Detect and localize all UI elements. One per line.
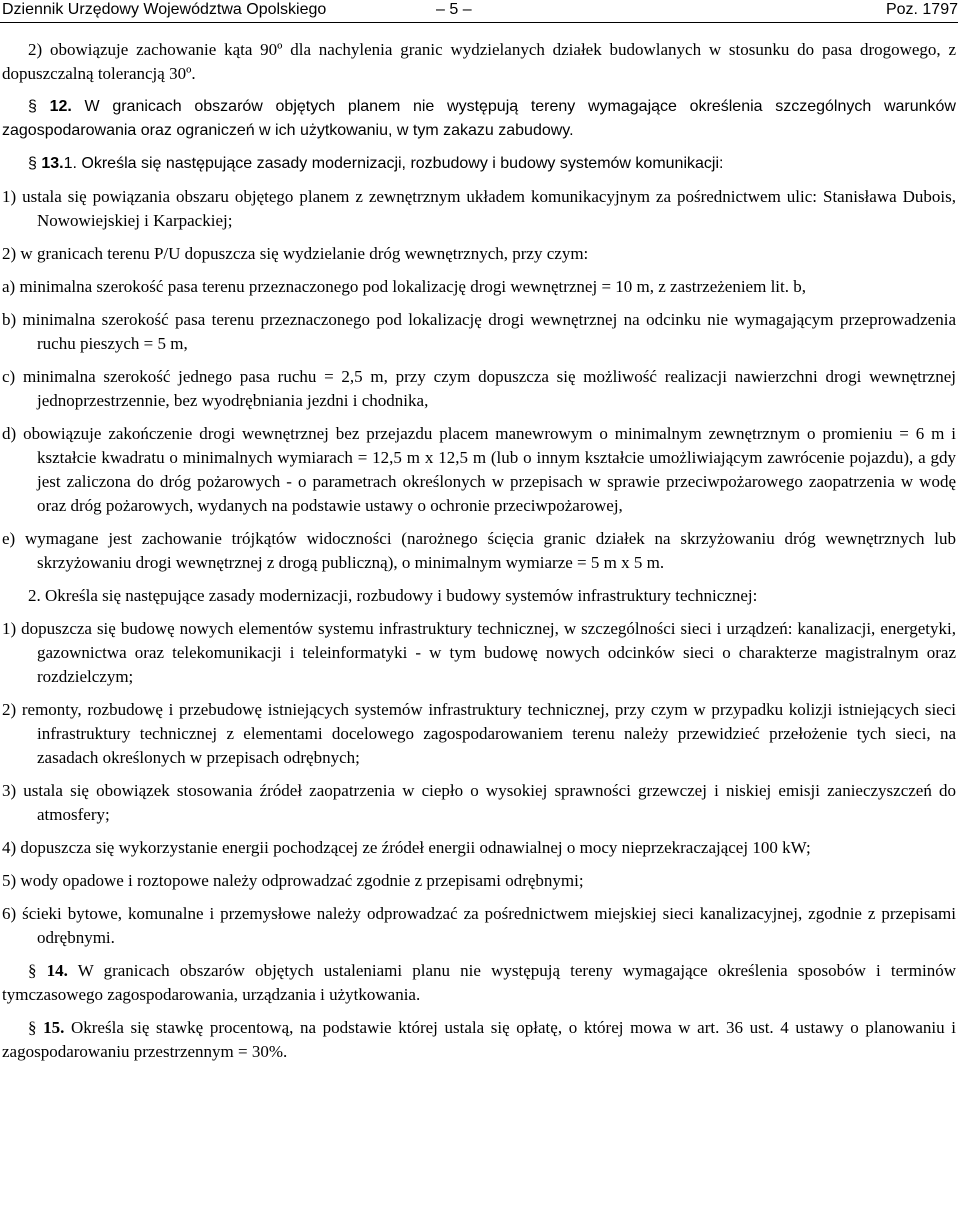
- section-number-15: 15.: [43, 1018, 65, 1037]
- document-body: [2, 38, 956, 1073]
- section-number-14: 14.: [46, 961, 68, 980]
- section-number-12: 12.: [49, 98, 72, 115]
- list-item: 1) dopuszcza się budowę nowych elementów systemu infrastruktury technicznej, w szczególności sieci i urządzeń: kanalizacji, energetyki, gazownictwa oraz telekomunikacji i teleinformatyki - w tym budowę nowych odcinków sieci o charakterze magistralnym oraz rozdzielczym;: [2, 619, 956, 686]
- list-item: e) wymagane jest zachowanie trójkątów widoczności (narożnego ścięcia granic działek na skrzyżowaniu dróg wewnętrznych lub skrzyżowaniu drogi wewnętrznej z drogą publiczną), o minimalnym wymiarze = 5 m x 5 m.: [2, 529, 956, 572]
- list-item: 2) w granicach terenu P/U dopuszcza się wydzielanie dróg wewnętrznych, przy czym:: [2, 244, 589, 263]
- section-text-13: 1. Określa się następujące zasady modernizacji, rozbudowy i budowy systemów komunikacji:: [63, 155, 724, 172]
- list-item: 3) ustala się obowiązek stosowania źródeł zaopatrzenia w ciepło o wysokiej sprawności grzewczej i niskiej emisji zanieczyszczeń do atmosfery;: [2, 781, 956, 824]
- section-sign: §: [28, 1018, 37, 1037]
- list-item: 4) dopuszcza się wykorzystanie energii pochodzącej ze źródeł energii odnawialnej o mocy nieprzekraczającej 100 kW;: [2, 838, 811, 857]
- section-number-13: 13.: [41, 155, 64, 172]
- paragraph-p1: 2) obowiązuje zachowanie kąta 90º dla nachylenia granic wydzielanych działek budowlanych w stosunku do pasa drogowego, z dopuszczalną tolerancją 30º.: [2, 40, 956, 83]
- section-sign: §: [28, 961, 37, 980]
- section-sign: §: [28, 98, 37, 115]
- list-item: 1) ustala się powiązania obszaru objętego planem z zewnętrznym układem komunikacyjnym za pośrednictwem ulic: Stanisława Dubois, Nowowiejskiej i Karpackiej;: [2, 187, 956, 230]
- section-text-12: W granicach obszarów objętych planem nie występują tereny wymagające określenia szczególnych warunków zagospodarowania oraz ograniczeń w ich użytkowaniu, w tym zakazu zabudowy.: [2, 98, 956, 139]
- section-text-14: W granicach obszarów objętych ustaleniami planu nie występują tereny wymagające określenia sposobów i terminów tymczasowego zagospodarowania, urządzania i użytkowania.: [2, 961, 956, 1004]
- paragraph-p11: 2. Określa się następujące zasady modernizacji, rozbudowy i budowy systemów infrastruktury technicznej:: [28, 586, 758, 605]
- journal-title: Dziennik Urzędowy Województwa Opolskiego: [2, 1, 327, 18]
- list-item: 2) remonty, rozbudowę i przebudowę istniejących systemów infrastruktury technicznej, przy czym w przypadku kolizji istniejących sieci infrastruktury technicznej z elementami docelowego zagospodarowaniem terenu należy przewidzieć przełożenie tych sieci, na zasadach określonych w przepisach odrębnych;: [2, 700, 956, 767]
- list-item: 5) wody opadowe i roztopowe należy odprowadzać zgodnie z przepisami odrębnymi;: [2, 871, 584, 890]
- list-item: c) minimalna szerokość jednego pasa ruchu = 2,5 m, przy czym dopuszcza się możliwość realizacji nawierzchni drogi wewnętrznej jednoprzestrzennie, bez wyodrębniania jezdni i chodnika,: [2, 367, 956, 410]
- section-text-15: Określa się stawkę procentową, na podstawie której ustala się opłatę, o której mowa w art. 36 ust. 4 ustawy o planowaniu i zagospodarowaniu przestrzennym = 30%.: [2, 1018, 956, 1061]
- position-number: Poz. 1797: [885, 1, 958, 18]
- page-header: [0, 0, 958, 23]
- list-item: 6) ścieki bytowe, komunalne i przemysłowe należy odprowadzać za pośrednictwem miejskiej sieci kanalizacyjnej, zgodnie z przepisami odrębnymi.: [2, 904, 956, 947]
- section-sign: §: [28, 155, 37, 172]
- paragraph-section-12: [2, 95, 956, 143]
- list-item: d) obowiązuje zakończenie drogi wewnętrznej bez przejazdu placem manewrowym o minimalnym zewnętrznym o promieniu = 6 m i kształcie kwadratu o minimalnych wymiarach = 12,5 m x 12,5 m (lub o innym kształcie umożliwiającym zawrócenie pojazdu), a gdy jest zaliczona do dróg pożarowych - o parametrach określonych w przepisach w sprawie przeciwpożarowego zaopatrzenia w wodę oraz dróg pożarowych, wydanych na podstawie ustawy o ochronie przeciwpożarowej,: [2, 424, 956, 515]
- page-number: – 5 –: [436, 1, 472, 18]
- paragraph-section-15: [2, 1016, 956, 1064]
- paragraph-section-13: [2, 152, 956, 176]
- list-item: a) minimalna szerokość pasa terenu przeznaczonego pod lokalizację drogi wewnętrznej = 10 m, z zastrzeżeniem lit. b,: [2, 277, 806, 296]
- paragraph-section-14: [2, 959, 956, 1007]
- list-item: b) minimalna szerokość pasa terenu przeznaczonego pod lokalizację drogi wewnętrznej na odcinku nie wymagającym przeprowadzenia ruchu pieszych = 5 m,: [2, 310, 956, 353]
